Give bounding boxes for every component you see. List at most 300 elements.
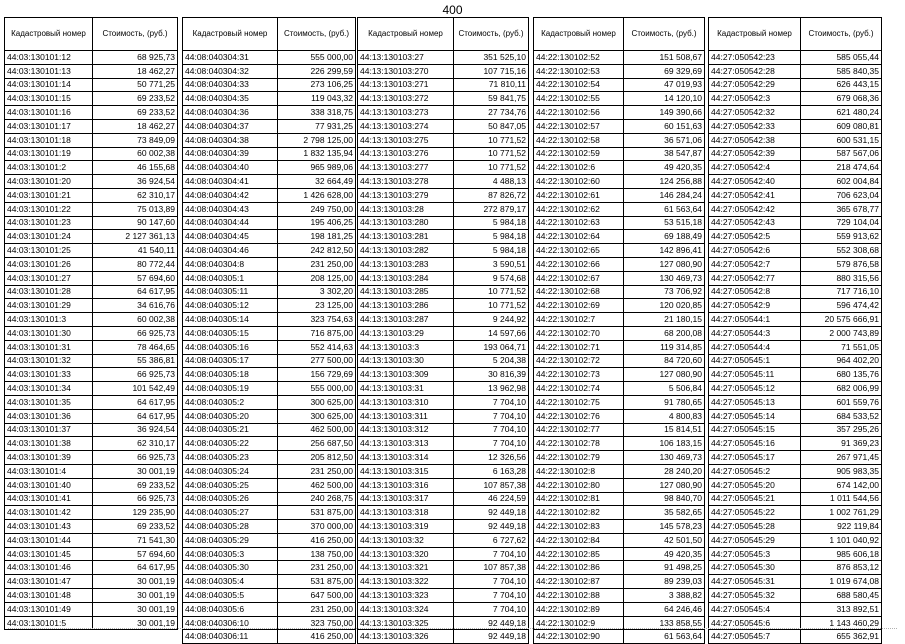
- cost-cell: 674 142,00: [801, 478, 882, 492]
- table-row: [358, 64, 529, 78]
- cadastral-number-cell: 44:27:050545:22: [709, 506, 801, 520]
- table-row: [534, 175, 705, 189]
- cost-cell: 679 068,36: [801, 92, 882, 106]
- cost-cell: 218 474,64: [801, 161, 882, 175]
- cadastral-number-cell: 44:27:050544:3: [709, 326, 801, 340]
- cadastral-number-cell: 44:27:050545:11: [709, 368, 801, 382]
- table-row: [358, 119, 529, 133]
- cost-cell: 585 840,35: [801, 64, 882, 78]
- table-row: [5, 230, 178, 244]
- cadastral-table: [357, 17, 529, 644]
- table-row: [5, 216, 178, 230]
- table-row: [5, 382, 178, 396]
- table-row: [358, 409, 529, 423]
- table-row: [183, 133, 356, 147]
- cost-cell: 680 135,76: [801, 368, 882, 382]
- cadastral-number-cell: 44:27:050545:1: [709, 354, 801, 368]
- table-row: [183, 244, 356, 258]
- cost-cell: 552 414,63: [278, 340, 356, 354]
- cost-cell: 60 002,38: [93, 313, 178, 327]
- table-row: [5, 354, 178, 368]
- table-row: [183, 547, 356, 561]
- table-row: [183, 147, 356, 161]
- cadastral-number-cell: 44:08:040305:20: [183, 409, 278, 423]
- cadastral-number-cell: 44:22:130102:53: [534, 64, 624, 78]
- cadastral-number-cell: 44:08:040304:31: [183, 51, 278, 65]
- cost-cell: 313 892,51: [801, 602, 882, 616]
- table-row: [183, 630, 356, 644]
- cost-cell: 272 879,17: [454, 202, 529, 216]
- cadastral-number-cell: 44:08:040305:16: [183, 340, 278, 354]
- cost-cell: 905 983,35: [801, 464, 882, 478]
- table-row: [534, 561, 705, 575]
- table-row: [5, 340, 178, 354]
- table-row: [5, 547, 178, 561]
- cadastral-number-cell: 44:13:130103:309: [358, 368, 454, 382]
- cost-cell: 66 925,73: [93, 492, 178, 506]
- table-row: [358, 630, 529, 644]
- cost-cell: 91 498,25: [624, 561, 705, 575]
- cadastral-number-cell: 44:08:040305:2: [183, 395, 278, 409]
- cost-cell: 267 971,45: [801, 451, 882, 465]
- cost-cell: 66 925,73: [93, 451, 178, 465]
- table-row: [534, 244, 705, 258]
- cost-cell: 985 606,18: [801, 547, 882, 561]
- cost-cell: 107 857,38: [454, 561, 529, 575]
- table-row: [709, 78, 882, 92]
- table-row: [709, 368, 882, 382]
- cost-cell: 119 043,32: [278, 92, 356, 106]
- table-row: [709, 299, 882, 313]
- table-row: [183, 51, 356, 65]
- cost-cell: 30 816,39: [454, 368, 529, 382]
- cadastral-number-cell: 44:03:130101:43: [5, 520, 93, 534]
- cadastral-number-cell: 44:03:130101:2: [5, 161, 93, 175]
- cadastral-number-cell: 44:13:130103:322: [358, 575, 454, 589]
- cadastral-number-cell: 44:13:130103:3: [358, 340, 454, 354]
- table-row: [709, 464, 882, 478]
- cost-cell: 49 420,35: [624, 547, 705, 561]
- cadastral-number-cell: 44:08:040304:44: [183, 216, 278, 230]
- cadastral-table: [4, 17, 178, 630]
- cost-cell: 965 989,06: [278, 161, 356, 175]
- cadastral-number-cell: 44:22:130102:77: [534, 423, 624, 437]
- cost-cell: 226 299,59: [278, 64, 356, 78]
- cadastral-number-cell: 44:08:040305:6: [183, 602, 278, 616]
- table-row: [5, 506, 178, 520]
- cost-cell: 34 616,76: [93, 299, 178, 313]
- table-row: [709, 395, 882, 409]
- cadastral-number-cell: 44:13:130103:324: [358, 602, 454, 616]
- cost-cell: 69 233,52: [93, 478, 178, 492]
- cadastral-number-cell: 44:27:050545:12: [709, 382, 801, 396]
- cadastral-number-cell: 44:27:050545:7: [709, 630, 801, 644]
- table-row: [183, 437, 356, 451]
- header-cost: Стоимость, (руб.): [624, 18, 705, 51]
- table-row: [5, 313, 178, 327]
- cadastral-number-cell: 44:03:130101:25: [5, 244, 93, 258]
- table-row: [5, 492, 178, 506]
- cost-cell: 46 155,68: [93, 161, 178, 175]
- cost-cell: 231 250,00: [278, 602, 356, 616]
- cost-cell: 195 406,25: [278, 216, 356, 230]
- cadastral-number-cell: 44:08:040304:35: [183, 92, 278, 106]
- cadastral-number-cell: 44:08:040304:39: [183, 147, 278, 161]
- cadastral-number-cell: 44:13:130103:313: [358, 437, 454, 451]
- cadastral-number-cell: 44:03:130101:41: [5, 492, 93, 506]
- cost-cell: 357 295,26: [801, 423, 882, 437]
- cadastral-number-cell: 44:03:130101:46: [5, 561, 93, 575]
- cost-cell: 75 013,89: [93, 202, 178, 216]
- cadastral-number-cell: 44:08:040305:30: [183, 561, 278, 575]
- cost-cell: 69 233,52: [93, 520, 178, 534]
- cadastral-number-cell: 44:03:130101:17: [5, 119, 93, 133]
- table-row: [183, 451, 356, 465]
- table-row: [183, 464, 356, 478]
- cost-cell: 71 810,11: [454, 78, 529, 92]
- table-row: [183, 602, 356, 616]
- table-row: [709, 340, 882, 354]
- cadastral-table: [708, 17, 882, 644]
- table-row: [709, 354, 882, 368]
- table-row: [358, 395, 529, 409]
- cost-cell: 609 080,81: [801, 119, 882, 133]
- cost-cell: 370 000,00: [278, 520, 356, 534]
- cost-cell: 92 449,18: [454, 616, 529, 630]
- cadastral-number-cell: 44:08:040305:4: [183, 575, 278, 589]
- cost-cell: 107 715,16: [454, 64, 529, 78]
- cost-cell: 35 582,65: [624, 506, 705, 520]
- table-row: [709, 423, 882, 437]
- cost-cell: 9 244,92: [454, 313, 529, 327]
- cost-cell: 249 750,00: [278, 202, 356, 216]
- cadastral-number-cell: 44:22:130102:8: [534, 464, 624, 478]
- table-row: [5, 520, 178, 534]
- cadastral-number-cell: 44:08:040304:32: [183, 64, 278, 78]
- cadastral-number-cell: 44:13:130103:279: [358, 188, 454, 202]
- cost-cell: 101 542,49: [93, 382, 178, 396]
- cadastral-number-cell: 44:22:130102:65: [534, 244, 624, 258]
- cost-cell: 28 240,20: [624, 464, 705, 478]
- cost-cell: 129 235,90: [93, 506, 178, 520]
- cost-cell: 559 913,62: [801, 230, 882, 244]
- cost-cell: 69 233,52: [93, 92, 178, 106]
- cadastral-number-cell: 44:13:130103:319: [358, 520, 454, 534]
- cost-cell: 55 386,81: [93, 354, 178, 368]
- table-row: [534, 547, 705, 561]
- page-number: 400: [442, 3, 463, 17]
- cost-cell: 6 727,62: [454, 533, 529, 547]
- cadastral-number-cell: 44:08:040305:15: [183, 326, 278, 340]
- cost-cell: 59 841,75: [454, 92, 529, 106]
- table-row: [709, 575, 882, 589]
- cadastral-number-cell: 44:27:050545:28: [709, 520, 801, 534]
- cost-cell: 365 678,77: [801, 202, 882, 216]
- table-row: [5, 437, 178, 451]
- cadastral-number-cell: 44:03:130101:5: [5, 616, 93, 630]
- cost-cell: 66 925,73: [93, 368, 178, 382]
- cadastral-number-cell: 44:27:050542:5: [709, 230, 801, 244]
- table-row: [358, 202, 529, 216]
- cost-cell: 876 853,12: [801, 561, 882, 575]
- table-row: [709, 492, 882, 506]
- table-row: [5, 147, 178, 161]
- cadastral-number-cell: 44:22:130102:66: [534, 257, 624, 271]
- cost-cell: 5 506,84: [624, 382, 705, 396]
- table-row: [358, 299, 529, 313]
- cost-cell: 127 080,90: [624, 368, 705, 382]
- table-body: [358, 51, 529, 644]
- table-body: [534, 51, 705, 644]
- cost-cell: 42 501,50: [624, 533, 705, 547]
- cost-cell: 6 163,28: [454, 464, 529, 478]
- cost-cell: 91 369,23: [801, 437, 882, 451]
- cost-cell: 27 734,76: [454, 106, 529, 120]
- table-body: [709, 51, 882, 644]
- cadastral-number-cell: 44:13:130103:283: [358, 257, 454, 271]
- table-row: [709, 589, 882, 603]
- cost-cell: 7 704,10: [454, 395, 529, 409]
- table-row: [709, 547, 882, 561]
- cost-cell: 46 224,59: [454, 492, 529, 506]
- cost-cell: 64 246,46: [624, 602, 705, 616]
- table-row: [183, 78, 356, 92]
- table-row: [358, 188, 529, 202]
- cost-cell: 62 310,17: [93, 437, 178, 451]
- cadastral-number-cell: 44:22:130102:69: [534, 299, 624, 313]
- table-row: [709, 520, 882, 534]
- table-row: [183, 271, 356, 285]
- cadastral-number-cell: 44:08:040305:11: [183, 285, 278, 299]
- cost-cell: 682 006,99: [801, 382, 882, 396]
- table-row: [709, 64, 882, 78]
- table-row: [534, 285, 705, 299]
- table-row: [534, 368, 705, 382]
- cadastral-number-cell: 44:08:040305:12: [183, 299, 278, 313]
- cadastral-number-cell: 44:13:130103:32: [358, 533, 454, 547]
- cost-cell: 1 832 135,94: [278, 147, 356, 161]
- cadastral-number-cell: 44:22:130102:52: [534, 51, 624, 65]
- cost-cell: 30 001,19: [93, 589, 178, 603]
- cadastral-number-cell: 44:08:040304:46: [183, 244, 278, 258]
- table-row: [358, 464, 529, 478]
- table-row: [534, 382, 705, 396]
- cost-cell: 61 563,64: [624, 202, 705, 216]
- cost-cell: 80 772,44: [93, 257, 178, 271]
- table-row: [358, 106, 529, 120]
- cost-cell: 880 315,56: [801, 271, 882, 285]
- cadastral-number-cell: 44:22:130102:73: [534, 368, 624, 382]
- cost-cell: 7 704,10: [454, 602, 529, 616]
- cadastral-number-cell: 44:03:130101:40: [5, 478, 93, 492]
- table-row: [183, 313, 356, 327]
- cost-cell: 73 706,92: [624, 285, 705, 299]
- table-row: [183, 561, 356, 575]
- table-row: [534, 133, 705, 147]
- cost-cell: 2 127 361,13: [93, 230, 178, 244]
- cadastral-number-cell: 44:22:130102:60: [534, 175, 624, 189]
- cost-cell: 71 551,05: [801, 340, 882, 354]
- cadastral-number-cell: 44:03:130101:39: [5, 451, 93, 465]
- cost-cell: 555 000,00: [278, 51, 356, 65]
- cadastral-number-cell: 44:27:050545:32: [709, 589, 801, 603]
- cost-cell: 5 984,18: [454, 230, 529, 244]
- cost-cell: 69 233,52: [93, 106, 178, 120]
- cadastral-number-cell: 44:13:130103:275: [358, 133, 454, 147]
- cost-cell: 416 250,00: [278, 533, 356, 547]
- cadastral-number-cell: 44:13:130103:273: [358, 106, 454, 120]
- table-row: [358, 492, 529, 506]
- cost-cell: 68 200,08: [624, 326, 705, 340]
- cost-cell: 127 080,90: [624, 257, 705, 271]
- cadastral-number-cell: 44:13:130103:278: [358, 175, 454, 189]
- cost-cell: 600 531,15: [801, 133, 882, 147]
- cost-cell: 107 857,38: [454, 478, 529, 492]
- cadastral-number-cell: 44:03:130101:22: [5, 202, 93, 216]
- table-row: [709, 161, 882, 175]
- cadastral-number-cell: 44:27:050542:9: [709, 299, 801, 313]
- table-row: [5, 464, 178, 478]
- header-cadastral-number: Кадастровый номер: [709, 18, 801, 51]
- table-row: [358, 478, 529, 492]
- cadastral-number-cell: 44:03:130101:49: [5, 602, 93, 616]
- table-row: [183, 161, 356, 175]
- cost-cell: 552 308,68: [801, 244, 882, 258]
- cost-cell: 32 664,49: [278, 175, 356, 189]
- table-row: [709, 451, 882, 465]
- cost-cell: 64 617,95: [93, 409, 178, 423]
- cadastral-number-cell: 44:22:130102:80: [534, 478, 624, 492]
- cost-cell: 1 101 040,92: [801, 533, 882, 547]
- cost-cell: 18 462,27: [93, 119, 178, 133]
- table-row: [534, 575, 705, 589]
- table-row: [5, 188, 178, 202]
- cost-cell: 922 119,84: [801, 520, 882, 534]
- cost-cell: 300 625,00: [278, 409, 356, 423]
- cost-cell: 14 597,66: [454, 326, 529, 340]
- cadastral-number-cell: 44:13:130103:325: [358, 616, 454, 630]
- table-row: [534, 340, 705, 354]
- table-row: [5, 409, 178, 423]
- table-row: [709, 216, 882, 230]
- table-row: [5, 175, 178, 189]
- cadastral-number-cell: 44:08:040304:33: [183, 78, 278, 92]
- cadastral-number-cell: 44:08:040305:22: [183, 437, 278, 451]
- cost-cell: 124 256,88: [624, 175, 705, 189]
- cost-cell: 130 469,73: [624, 451, 705, 465]
- table-row: [5, 257, 178, 271]
- table-row: [709, 188, 882, 202]
- table-row: [358, 561, 529, 575]
- table-row: [5, 285, 178, 299]
- cost-cell: 87 826,72: [454, 188, 529, 202]
- cost-cell: 10 771,52: [454, 285, 529, 299]
- table-row: [5, 106, 178, 120]
- cadastral-number-cell: 44:13:130103:318: [358, 506, 454, 520]
- table-row: [5, 78, 178, 92]
- table-row: [183, 533, 356, 547]
- table-row: [183, 492, 356, 506]
- cadastral-number-cell: 44:08:040304:36: [183, 106, 278, 120]
- cadastral-number-cell: 44:27:050545:30: [709, 561, 801, 575]
- table-row: [709, 51, 882, 65]
- table-row: [709, 409, 882, 423]
- cost-cell: 7 704,10: [454, 575, 529, 589]
- cadastral-number-cell: 44:13:130103:284: [358, 271, 454, 285]
- table-row: [183, 106, 356, 120]
- cost-cell: 1 002 761,29: [801, 506, 882, 520]
- cadastral-number-cell: 44:08:040305:28: [183, 520, 278, 534]
- cadastral-number-cell: 44:22:130102:9: [534, 616, 624, 630]
- cadastral-number-cell: 44:13:130103:286: [358, 299, 454, 313]
- cadastral-number-cell: 44:13:130103:312: [358, 423, 454, 437]
- table-row: [183, 92, 356, 106]
- cost-cell: 106 183,15: [624, 437, 705, 451]
- cadastral-number-cell: 44:03:130101:45: [5, 547, 93, 561]
- cost-cell: 92 449,18: [454, 506, 529, 520]
- cadastral-number-cell: 44:22:130102:67: [534, 271, 624, 285]
- cadastral-number-cell: 44:13:130103:282: [358, 244, 454, 258]
- cadastral-number-cell: 44:03:130101:42: [5, 506, 93, 520]
- table-row: [358, 382, 529, 396]
- cost-cell: 208 125,00: [278, 271, 356, 285]
- cost-cell: 64 617,95: [93, 561, 178, 575]
- table-row: [5, 244, 178, 258]
- table-body: [183, 51, 356, 644]
- cadastral-number-cell: 44:27:050542:42: [709, 202, 801, 216]
- cadastral-number-cell: 44:27:050542:38: [709, 133, 801, 147]
- table-row: [534, 602, 705, 616]
- cadastral-number-cell: 44:27:050544:1: [709, 313, 801, 327]
- table-row: [534, 271, 705, 285]
- table-row: [709, 257, 882, 271]
- cost-cell: 7 704,10: [454, 423, 529, 437]
- cadastral-number-cell: 44:27:050542:6: [709, 244, 801, 258]
- cost-cell: 12 326,56: [454, 451, 529, 465]
- table-row: [534, 257, 705, 271]
- cadastral-number-cell: 44:08:040304:41: [183, 175, 278, 189]
- cadastral-number-cell: 44:13:130103:287: [358, 313, 454, 327]
- table-row: [183, 188, 356, 202]
- cadastral-number-cell: 44:27:050542:41: [709, 188, 801, 202]
- cost-cell: 205 812,50: [278, 451, 356, 465]
- cadastral-number-cell: 44:03:130101:19: [5, 147, 93, 161]
- cadastral-number-cell: 44:08:040305:26: [183, 492, 278, 506]
- table-row: [183, 340, 356, 354]
- cadastral-number-cell: 44:22:130102:7: [534, 313, 624, 327]
- cost-cell: 3 388,82: [624, 589, 705, 603]
- cadastral-number-cell: 44:13:130103:321: [358, 561, 454, 575]
- cadastral-number-cell: 44:27:050545:29: [709, 533, 801, 547]
- table-row: [358, 285, 529, 299]
- cost-cell: 69 188,49: [624, 230, 705, 244]
- cost-cell: 1 011 544,56: [801, 492, 882, 506]
- table-row: [709, 630, 882, 644]
- table-row: [534, 92, 705, 106]
- table-row: [709, 326, 882, 340]
- header-cost: Стоимость, (руб.): [93, 18, 178, 51]
- table-body: [5, 51, 178, 630]
- cost-cell: 273 106,25: [278, 78, 356, 92]
- cost-cell: 15 814,51: [624, 423, 705, 437]
- cadastral-number-cell: 44:08:040305:21: [183, 423, 278, 437]
- cadastral-number-cell: 44:03:130101:38: [5, 437, 93, 451]
- cadastral-number-cell: 44:03:130101:31: [5, 340, 93, 354]
- cadastral-number-cell: 44:13:130103:317: [358, 492, 454, 506]
- cadastral-number-cell: 44:13:130103:320: [358, 547, 454, 561]
- cost-cell: 579 876,58: [801, 257, 882, 271]
- cadastral-number-cell: 44:03:130101:26: [5, 257, 93, 271]
